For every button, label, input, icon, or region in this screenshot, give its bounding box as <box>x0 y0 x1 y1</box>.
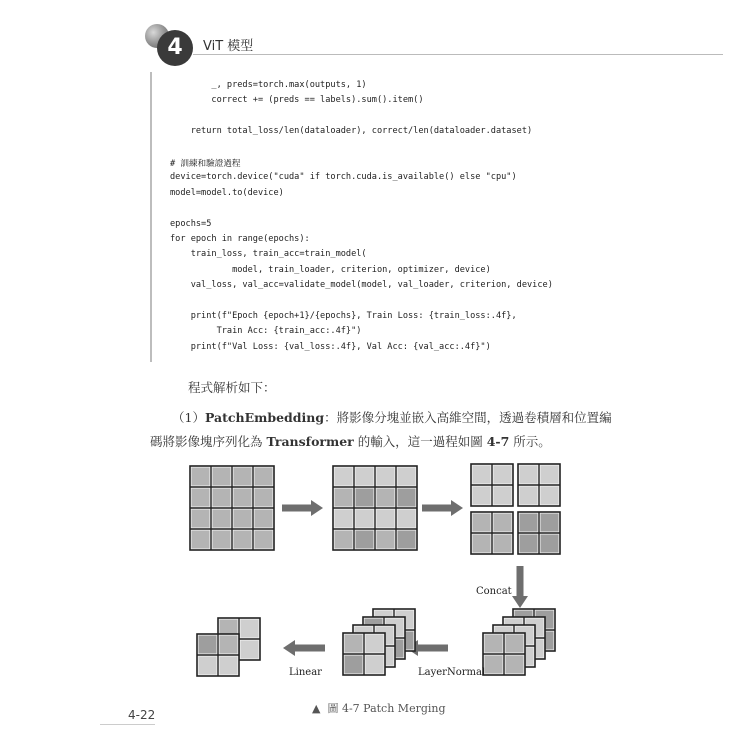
label-layernormal: LayerNormal <box>418 667 486 678</box>
patch-cell <box>213 468 231 486</box>
subgrid-top-right <box>518 464 560 506</box>
patch-cell <box>506 635 524 653</box>
patch-cell <box>255 510 273 528</box>
arrow-right-icon <box>282 500 323 516</box>
patch-cell <box>255 531 273 549</box>
patch-cell <box>234 510 252 528</box>
figure-ref: 4-7 <box>486 434 510 449</box>
patch-cell <box>485 656 503 674</box>
patch-cell <box>356 468 374 486</box>
arrow-down-icon <box>512 566 528 608</box>
code-line: # 訓練和驗證過程 <box>170 159 241 169</box>
item-number: （1） <box>172 410 205 425</box>
patch-cell <box>335 489 353 507</box>
patch-cell <box>494 466 512 484</box>
patch-cell <box>199 657 217 675</box>
arrow-left-icon <box>283 640 325 656</box>
code-line: epochs=5 <box>170 218 212 229</box>
subgrid-bottom-left <box>471 512 513 554</box>
patch-cell <box>234 468 252 486</box>
patch-cell <box>520 466 538 484</box>
patch-cell <box>234 531 252 549</box>
patch-cell <box>398 468 416 486</box>
header-divider <box>193 54 723 55</box>
code-line: train_loss, train_acc=train_model( <box>170 249 367 260</box>
code-line: correct += (preds == labels).sum().item() <box>170 95 424 106</box>
patch-cell <box>494 514 512 532</box>
patch-cell <box>494 535 512 553</box>
patch-cell <box>255 489 273 507</box>
diagram-svg <box>180 458 590 698</box>
patch-cell <box>345 656 363 674</box>
patch-cell <box>366 656 384 674</box>
code-line: print(f"Epoch {epoch+1}/{epochs}, Train Loss: {train_loss:.4f}, <box>170 311 517 321</box>
arrow-shape <box>422 500 463 516</box>
paragraph-text: 碼將影像塊序列化為 <box>150 434 267 449</box>
patch-cell <box>213 510 231 528</box>
patch-cell <box>255 468 273 486</box>
paragraph-text: ：將影像分塊並嵌入高維空間，透過卷積層和位置編 <box>324 410 612 425</box>
paragraph-text: 所示。 <box>509 434 551 449</box>
label-linear: Linear <box>289 667 322 678</box>
patch-cell <box>473 535 491 553</box>
patch-cell <box>398 510 416 528</box>
subgrid-top-left <box>471 464 513 506</box>
patch-cell <box>473 466 491 484</box>
arrow-shape <box>512 566 528 608</box>
chapter-header <box>135 20 595 60</box>
patch-cell <box>213 531 231 549</box>
patch-cell <box>241 620 259 638</box>
patch-cell <box>473 514 491 532</box>
patch-cell <box>473 487 491 505</box>
code-line: model=model.to(device) <box>170 187 284 198</box>
subgrid-bottom-right <box>518 512 560 554</box>
code-block <box>150 72 592 362</box>
arrow-shape <box>282 500 323 516</box>
patch-cell <box>520 487 538 505</box>
normalized-stack-layer <box>343 633 385 675</box>
code-line: _, preds=torch.max(outputs, 1) <box>170 80 367 90</box>
patch-merging-diagram <box>180 458 590 698</box>
chapter-number-badge: 4 <box>157 30 193 66</box>
paragraph-line-2 <box>150 432 551 450</box>
patch-cell <box>541 466 559 484</box>
patch-grid-4x4 <box>333 466 417 550</box>
patch-cell <box>377 489 395 507</box>
paragraph-text: 的輸入，這一過程如圖 <box>353 434 487 449</box>
label-concat: Concat <box>476 586 512 597</box>
patch-cell <box>345 635 363 653</box>
patch-cell <box>220 657 238 675</box>
patch-cell <box>377 531 395 549</box>
paragraph-line-1 <box>172 408 612 426</box>
intro-text: 程式解析如下： <box>188 380 276 395</box>
patch-cell <box>398 531 416 549</box>
caption-text: 圖 4-7 Patch Merging <box>327 702 446 715</box>
patch-cell <box>541 487 559 505</box>
arrow-right-icon <box>422 500 463 516</box>
patch-cell <box>520 535 538 553</box>
footer-divider <box>100 724 155 725</box>
input-grid-4x4 <box>190 466 274 550</box>
code-line: device=torch.device("cuda" if torch.cuda.is_available() else "cpu") <box>170 172 517 183</box>
term-transformer: Transformer <box>266 434 354 449</box>
code-line: print(f"Val Loss: {val_loss:.4f}, Val Acc: {val_acc:.4f}") <box>170 341 491 352</box>
patch-cell <box>356 489 374 507</box>
chapter-title: ViT 模型 <box>203 39 254 54</box>
patch-cell <box>494 487 512 505</box>
patch-cell <box>335 510 353 528</box>
caption-triangle-icon: ▲ <box>312 702 321 715</box>
code-line: return total_loss/len(dataloader), correct/len(dataloader.dataset) <box>170 126 533 137</box>
patch-cell <box>335 531 353 549</box>
code-line: for epoch in range(epochs): <box>170 234 310 244</box>
code-line: Train Acc: {train_acc:.4f}") <box>170 326 362 337</box>
patch-cell <box>241 641 259 659</box>
patch-cell <box>398 489 416 507</box>
patch-cell <box>192 489 210 507</box>
code-line: model, train_loader, criterion, optimizer, device) <box>170 264 491 275</box>
arrow-shape <box>283 640 325 656</box>
patch-cell <box>220 636 238 654</box>
concat-stack-layer <box>483 633 525 675</box>
patch-cell <box>485 635 503 653</box>
page-number: 4-22 <box>128 708 156 722</box>
patch-cell <box>520 514 538 532</box>
patch-cell <box>192 531 210 549</box>
patch-cell <box>356 531 374 549</box>
figure-caption <box>312 700 446 716</box>
patch-cell <box>377 510 395 528</box>
patch-cell <box>213 489 231 507</box>
code-line: val_loss, val_acc=validate_model(model, val_loader, criterion, device) <box>170 280 553 291</box>
patch-cell <box>192 510 210 528</box>
term-patchembedding: PatchEmbedding <box>204 410 325 425</box>
patch-cell <box>192 468 210 486</box>
patch-cell <box>199 636 217 654</box>
patch-cell <box>234 489 252 507</box>
patch-cell <box>366 635 384 653</box>
patch-cell <box>335 468 353 486</box>
patch-cell <box>356 510 374 528</box>
patch-cell <box>506 656 524 674</box>
patch-cell <box>541 535 559 553</box>
output-layer-front <box>197 634 239 676</box>
patch-cell <box>377 468 395 486</box>
patch-cell <box>541 514 559 532</box>
